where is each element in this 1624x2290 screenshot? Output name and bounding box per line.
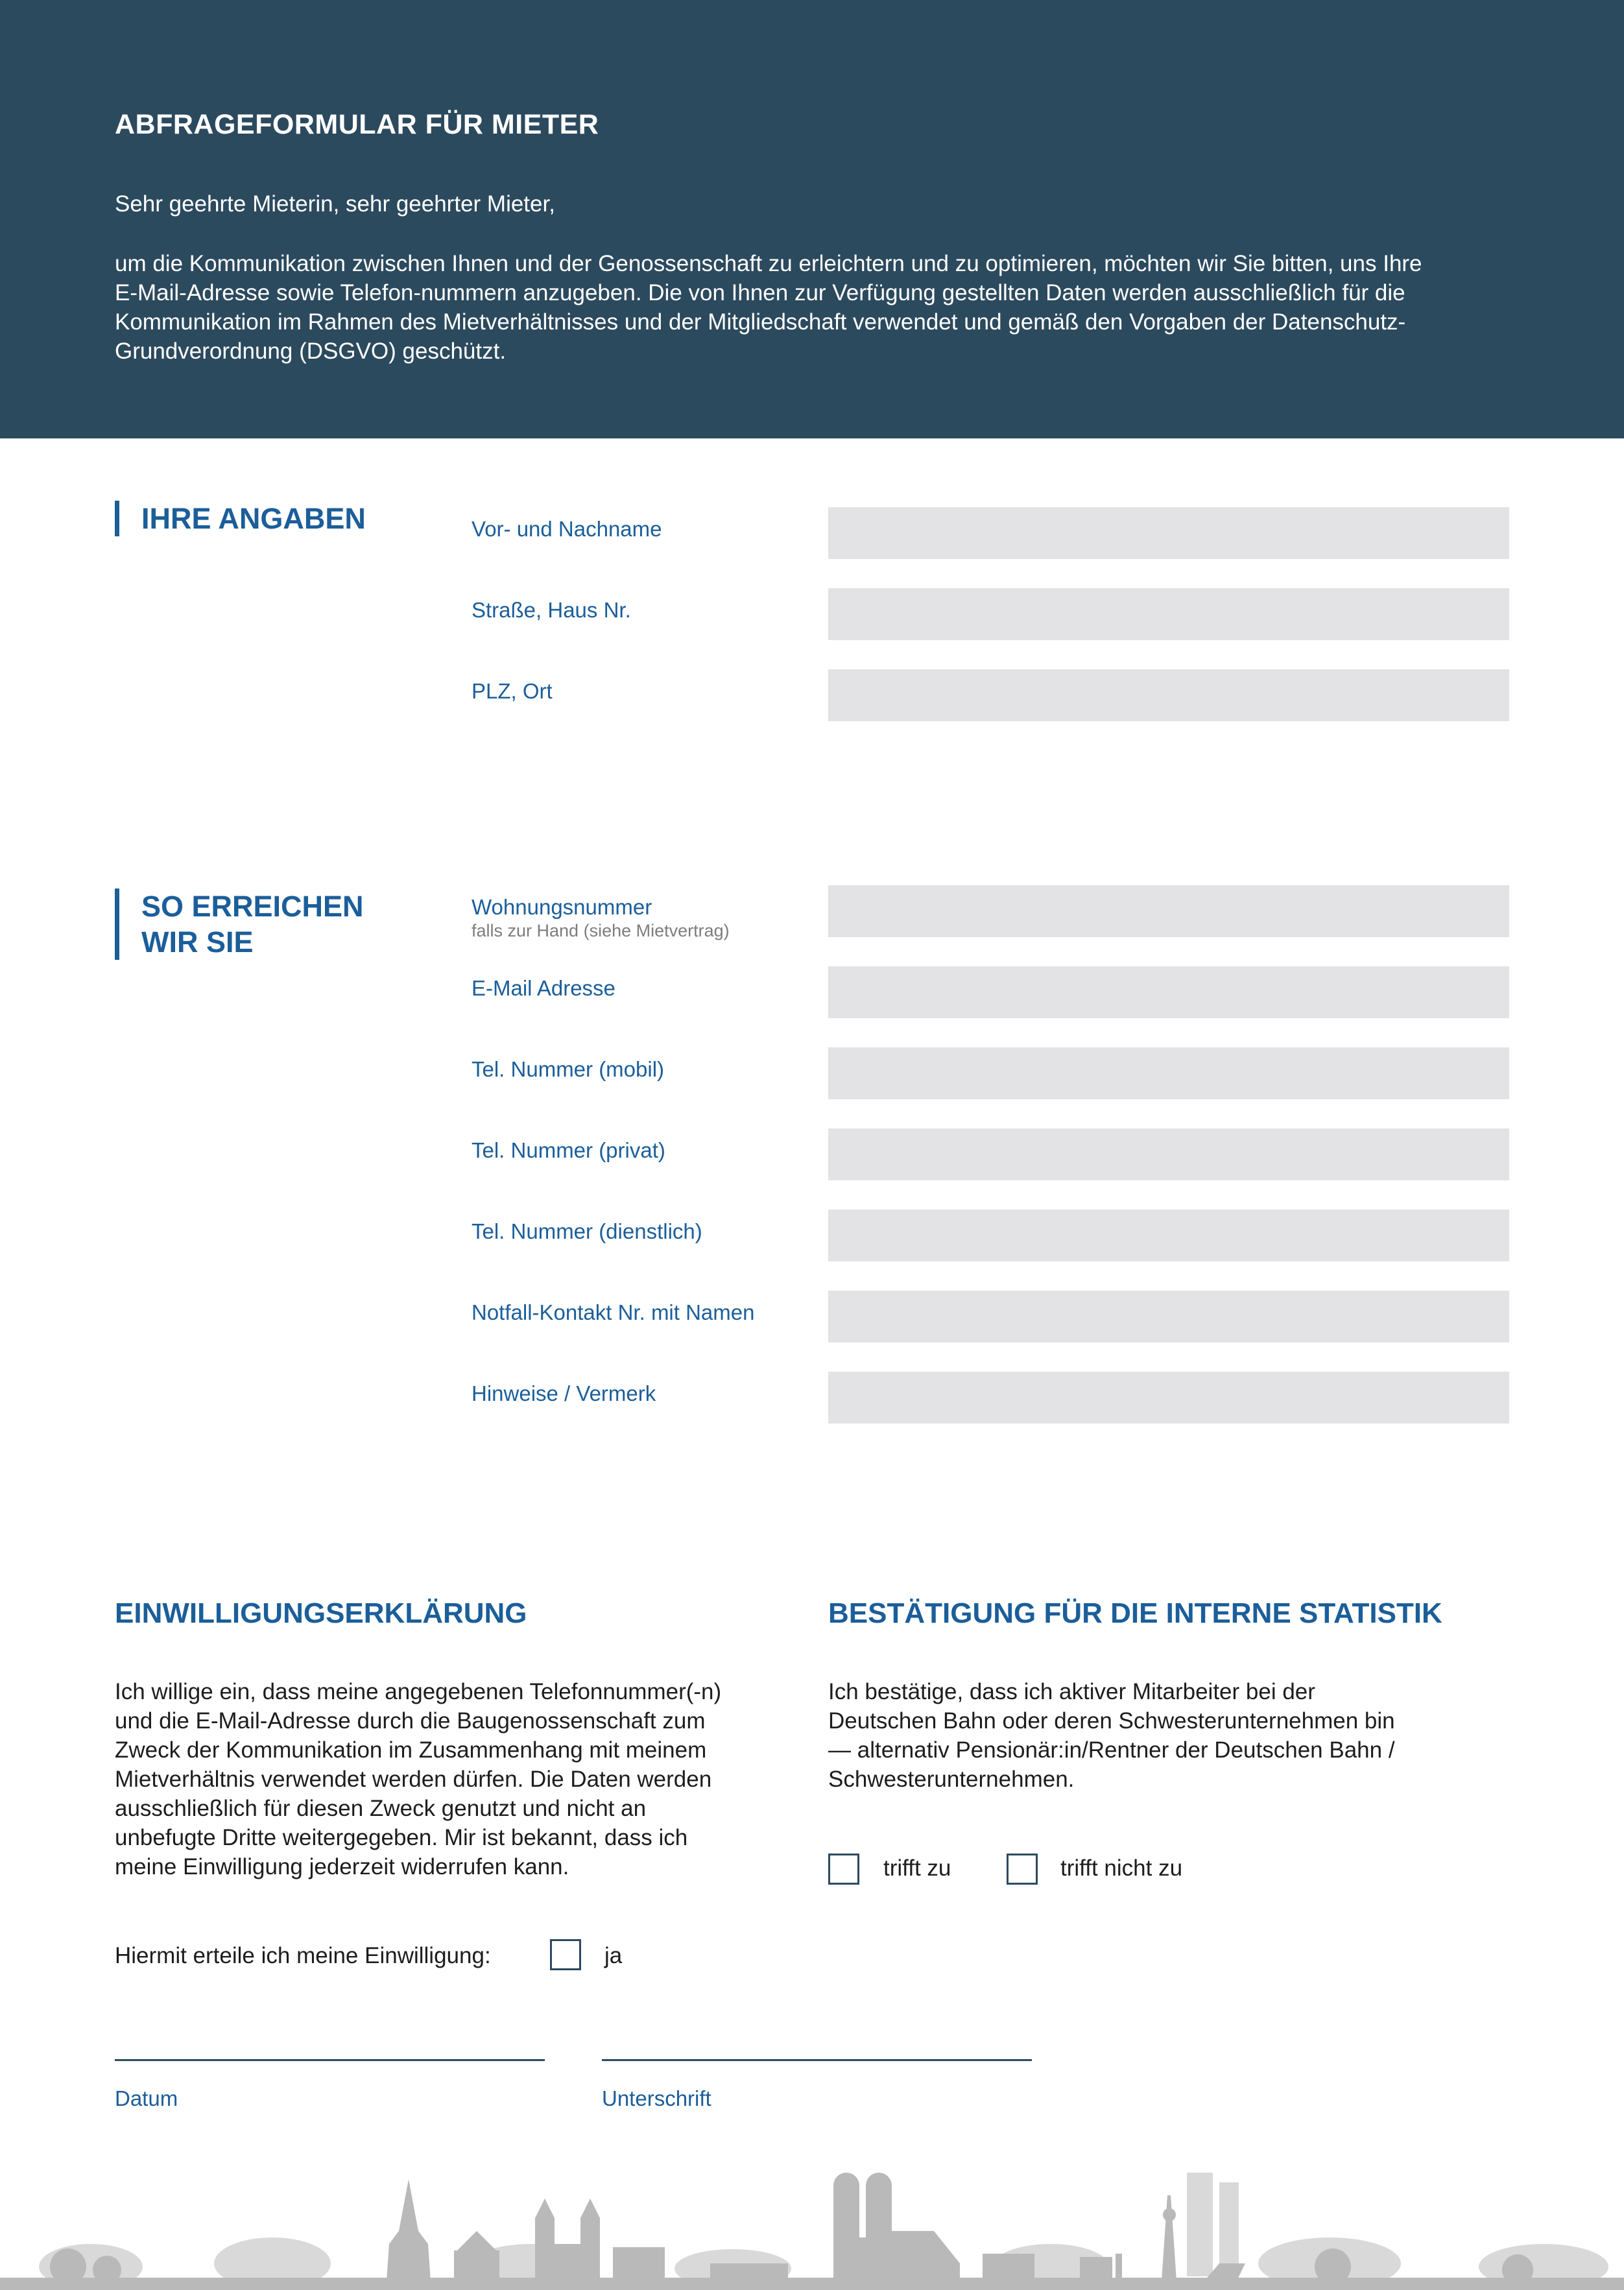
section-heading-personal <box>115 501 366 536</box>
apartment-number-hint: falls zur Hand (siehe Mietvertrag) <box>472 921 730 940</box>
apartment-number-input[interactable] <box>828 885 1509 937</box>
label-phone-mobile: Tel. Nummer (mobil) <box>472 1057 665 1081</box>
street-input[interactable] <box>828 588 1509 640</box>
section-heading-contact <box>115 889 364 960</box>
consent-line: meine Einwilligung jederzeit widerrufen kann. <box>115 1854 569 1879</box>
section-heading-line: SO ERREICHEN <box>141 890 364 923</box>
statistics-line: — alternativ Pensionär:in/Rentner der Deutschen Bahn / <box>828 1737 1395 1763</box>
consent-yes-label: ja <box>604 1943 623 1968</box>
salutation: Sehr geehrte Mieterin, sehr geehrter Mieter, <box>115 191 555 217</box>
label-street: Straße, Haus Nr. <box>472 598 631 622</box>
phone-private-input[interactable] <box>828 1128 1509 1180</box>
email-input[interactable] <box>828 966 1509 1018</box>
label-phone-business: Tel. Nummer (dienstlich) <box>472 1219 702 1243</box>
phone-business-input[interactable] <box>828 1210 1509 1261</box>
not-applies-label: trifft nicht zu <box>1060 1855 1183 1881</box>
form-title: ABFRAGEFORMULAR FÜR MIETER <box>115 109 599 140</box>
statistics-heading: BESTÄTIGUNG FÜR DIE INTERNE STATISTIK <box>828 1597 1442 1629</box>
applies-checkbox[interactable] <box>828 1854 859 1885</box>
skyline-ground <box>0 2278 1624 2290</box>
applies-label: trifft zu <box>883 1855 951 1881</box>
emergency-contact-input[interactable] <box>828 1291 1509 1342</box>
statistics-text <box>828 1677 1503 1794</box>
label-notes: Hinweise / Vermerk <box>472 1381 656 1405</box>
section-heading-line: WIR SIE <box>141 925 254 959</box>
phone-mobile-input[interactable] <box>828 1047 1509 1099</box>
notes-input[interactable] <box>828 1372 1509 1424</box>
label-emergency-contact: Notfall-Kontakt Nr. mit Namen <box>472 1300 755 1324</box>
label-city: PLZ, Ort <box>472 679 553 703</box>
consent-yes-checkbox[interactable] <box>550 1939 581 1970</box>
skyline-background-trees <box>39 2173 1608 2289</box>
not-applies-checkbox[interactable] <box>1007 1854 1038 1885</box>
statistics-line: Schwesterunternehmen. <box>828 1767 1075 1792</box>
date-label: Datum <box>115 2086 178 2110</box>
consent-line: und die E-Mail-Adresse durch die Baugenossenschaft zum <box>115 1708 706 1734</box>
consent-heading: EINWILLIGUNGSERKLÄRUNG <box>115 1597 527 1629</box>
intro-line: E-Mail-Adresse sowie Telefon-nummern anzugeben. Die von Ihnen zur Verfügung gestellten Daten werden ausschließlich für die <box>115 280 1405 305</box>
intro-text <box>115 249 1529 366</box>
statistics-line: Ich bestätige, dass ich aktiver Mitarbeiter bei der <box>828 1679 1315 1704</box>
statistics-line: Deutschen Bahn oder deren Schwesterunternehmen bin <box>828 1708 1395 1734</box>
city-skyline-illustration <box>0 2134 1624 2290</box>
name-input[interactable] <box>828 507 1509 559</box>
consent-line: Ich willige ein, dass meine angegebenen Telefonnummer(-n) <box>115 1679 722 1704</box>
signature-label: Unterschrift <box>602 2086 711 2110</box>
signature-line[interactable] <box>602 2059 1032 2061</box>
consent-text <box>115 1677 789 1881</box>
header-banner <box>0 0 1624 438</box>
consent-line: Mietverhältnis verwendet werden dürfen. Die Daten werden <box>115 1767 712 1792</box>
label-email: E-Mail Adresse <box>472 976 615 1000</box>
consent-line: Zweck der Kommunikation im Zusammenhang mit meinem <box>115 1737 707 1763</box>
label-phone-private: Tel. Nummer (privat) <box>472 1138 665 1162</box>
consent-line: unbefugte Dritte weitergegeben. Mir ist bekannt, dass ich <box>115 1825 688 1850</box>
intro-line: Kommunikation im Rahmen des Mietverhältnisses und der Mitgliedschaft verwendet und gemäß den Vorgaben der Datenschutz- <box>115 309 1406 335</box>
label-apartment-number: Wohnungsnummer <box>472 895 652 919</box>
intro-line: Grundverordnung (DSGVO) geschützt. <box>115 339 507 364</box>
consent-line: ausschließlich für diesen Zweck genutzt und nicht an <box>115 1796 647 1821</box>
section-heading-text: IHRE ANGABEN <box>141 502 366 535</box>
zip-city-input[interactable] <box>828 669 1509 721</box>
intro-line: um die Kommunikation zwischen Ihnen und der Genossenschaft zu erleichtern und zu optimieren, möchten wir Sie bitten, uns Ihre <box>115 251 1422 276</box>
consent-grant-label: Hiermit erteile ich meine Einwilligung: <box>115 1943 491 1968</box>
date-line[interactable] <box>115 2059 545 2061</box>
label-name: Vor- und Nachname <box>472 517 662 541</box>
